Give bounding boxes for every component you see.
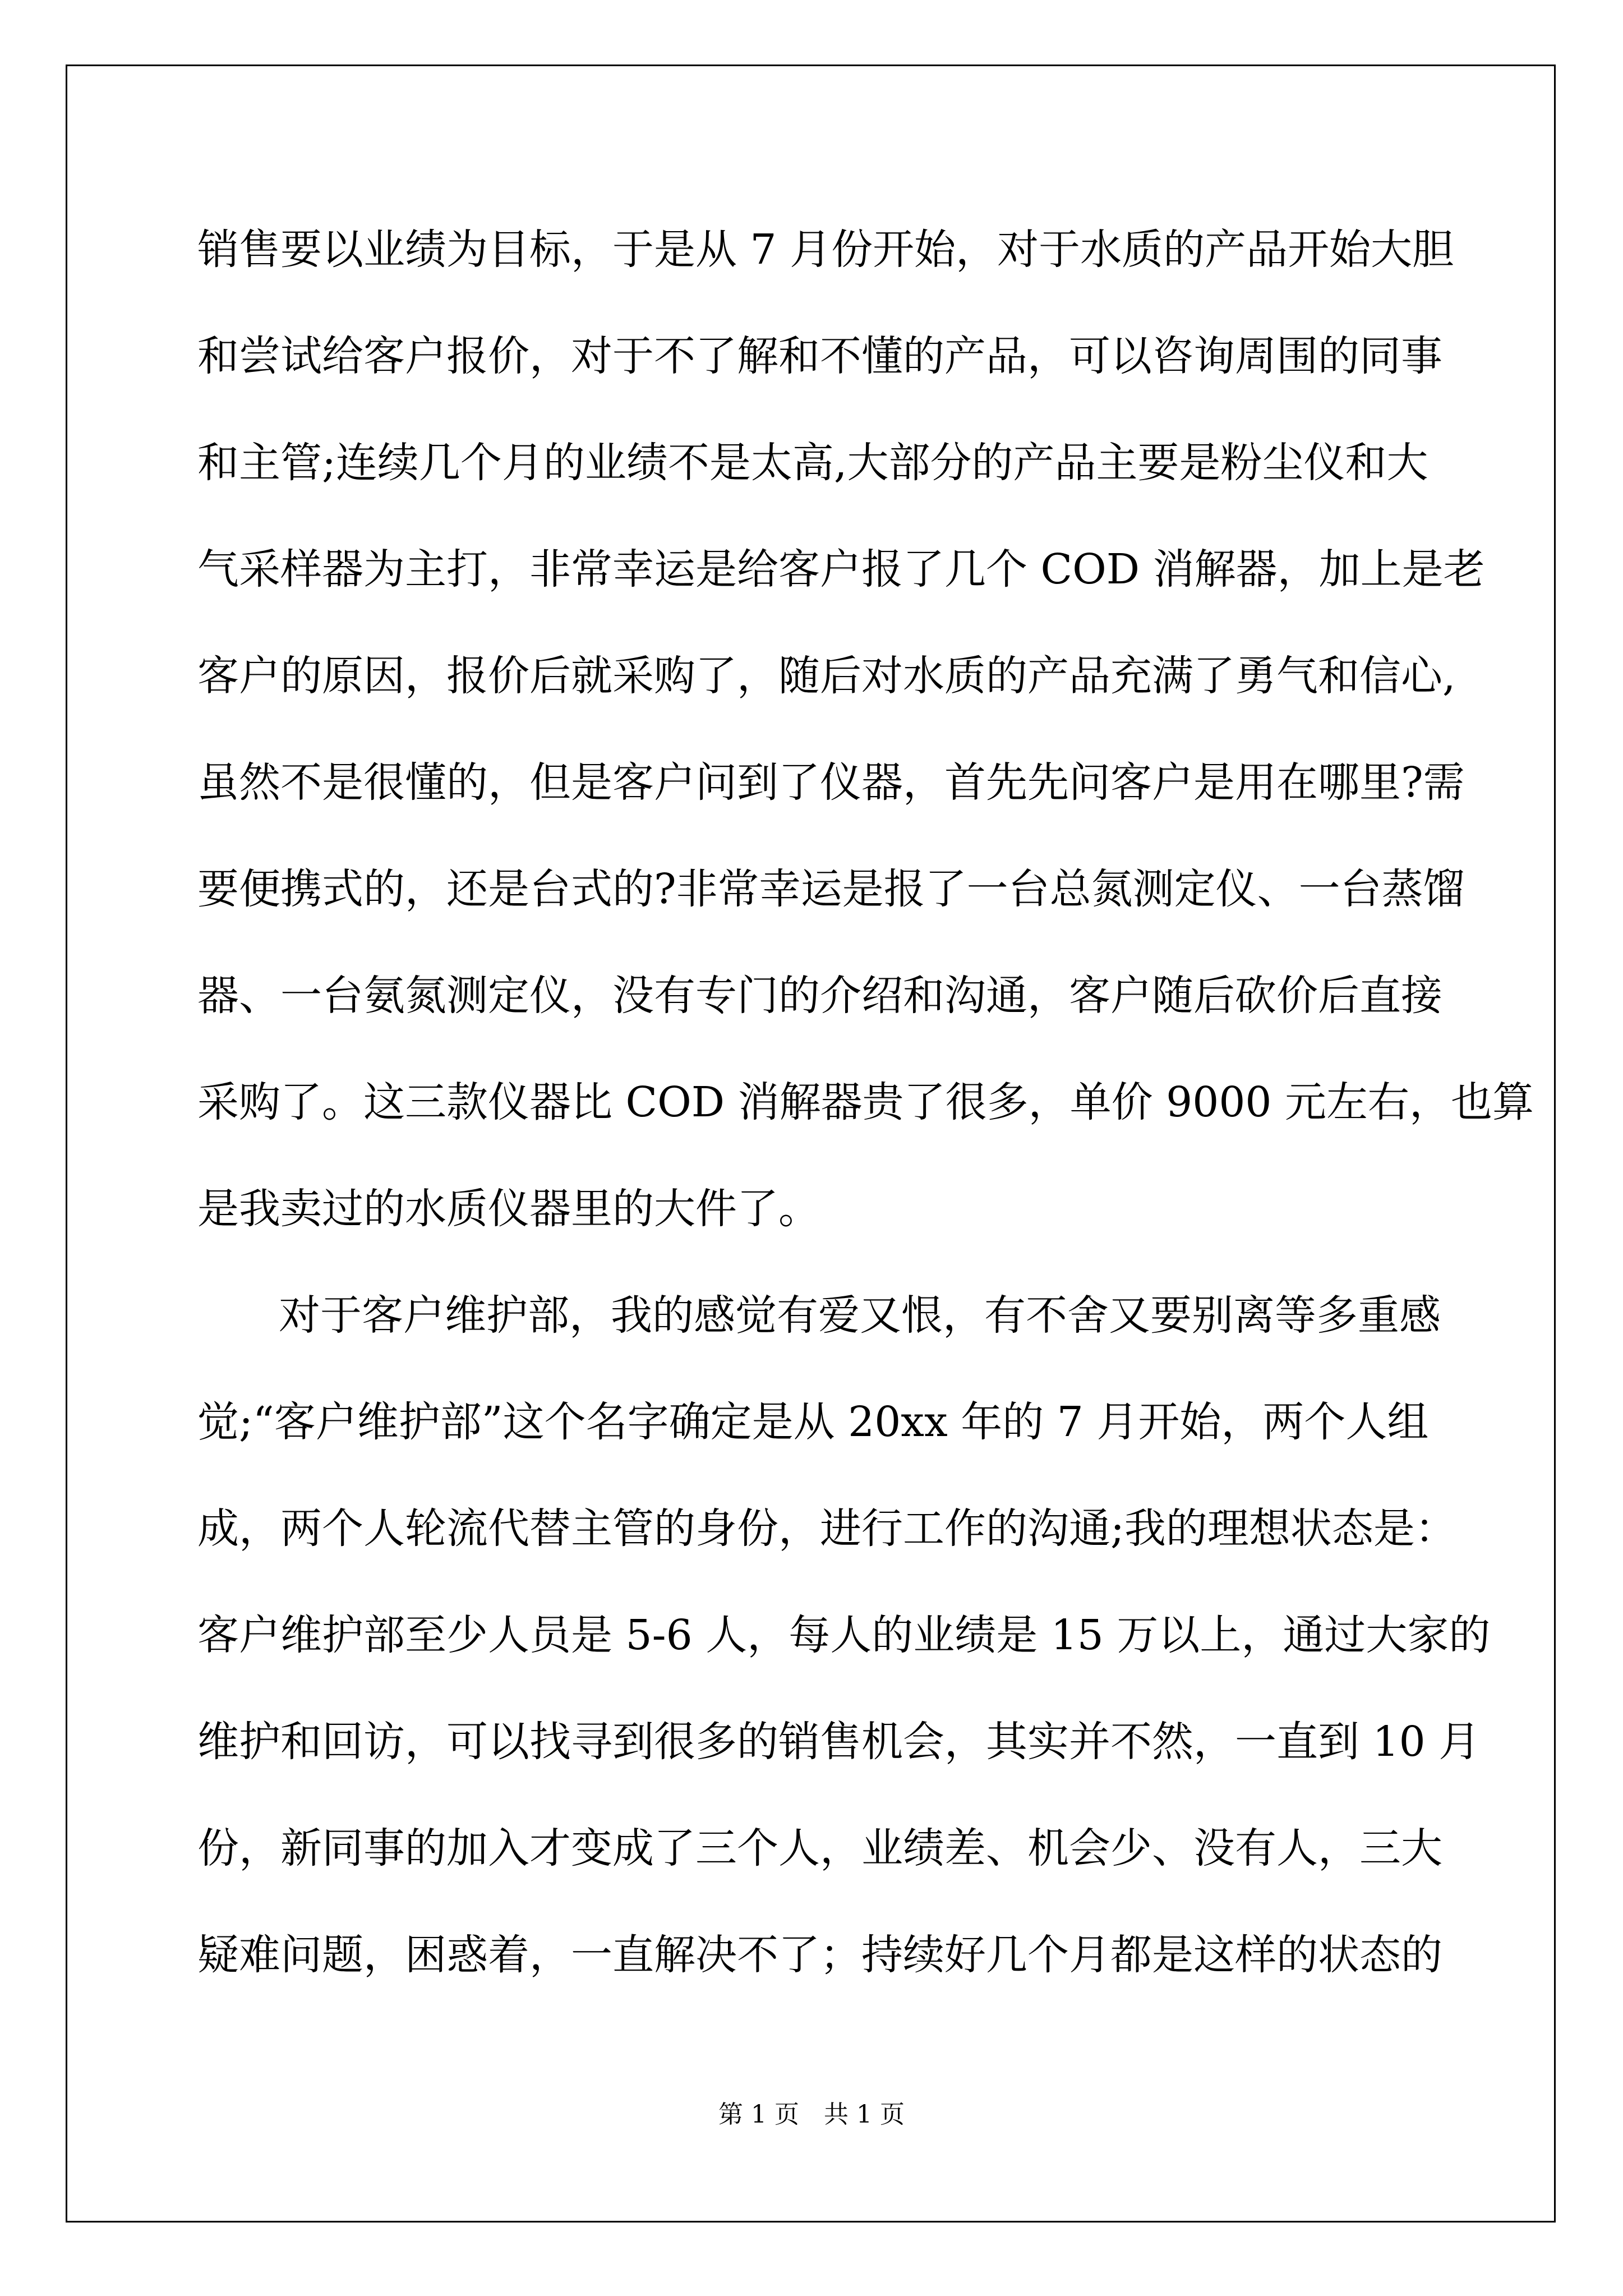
text-line: 器、一台氨氮测定仪，没有专门的介绍和沟通，客户随后砍价后直接 (197, 972, 1442, 1020)
text-line: 成，两个人轮流代替主管的身份，进行工作的沟通;我的理想状态是： (197, 1504, 1456, 1553)
text-line: 觉;“客户维护部”这个名字确定是从 20xx 年的 7 月开始，两个人组 (197, 1398, 1429, 1446)
text-line: 对于客户维护部，我的感觉有爱又恨，有不舍又要别离等多重感 (279, 1291, 1441, 1340)
text-line: 和主管;连续几个月的业绩不是太高,大部分的产品主要是粉尘仪和大 (197, 439, 1428, 487)
text-line: 维护和回访，可以找寻到很多的销售机会，其实并不然，一直到 10 月 (197, 1718, 1481, 1766)
text-line: 和尝试给客户报价，对于不了解和不懂的产品，可以咨询周围的同事 (197, 332, 1442, 380)
text-line: 要便携式的，还是台式的?非常幸运是报了一台总氮测定仪、一台蒸馏 (197, 865, 1465, 913)
text-line: 疑难问题，困惑着，一直解决不了；持续好几个月都是这样的状态的 (197, 1931, 1442, 1979)
text-line: 气采样器为主打，非常幸运是给客户报了几个 COD 消解器，加上是老 (197, 545, 1485, 593)
text-line: 采购了。这三款仪器比 COD 消解器贵了很多，单价 9000 元左右，也算 (197, 1078, 1534, 1126)
text-line: 销售要以业绩为目标，于是从 7 月份开始，对于水质的产品开始大胆 (197, 226, 1454, 274)
text-line: 份，新同事的加入才变成了三个人，业绩差、机会少、没有人，三大 (197, 1824, 1442, 1872)
text-line: 虽然不是很懂的，但是客户问到了仪器，首先先问客户是用在哪里?需 (197, 758, 1465, 807)
text-line: 是我卖过的水质仪器里的大件了。 (197, 1185, 820, 1233)
page-number-footer: 第 1 页 共 1 页 (718, 2100, 905, 2129)
text-line: 客户维护部至少人员是 5-6 人，每人的业绩是 15 万以上，通过大家的 (197, 1611, 1491, 1659)
text-line: 客户的原因，报价后就采购了，随后对水质的产品充满了勇气和信心, (197, 652, 1456, 700)
